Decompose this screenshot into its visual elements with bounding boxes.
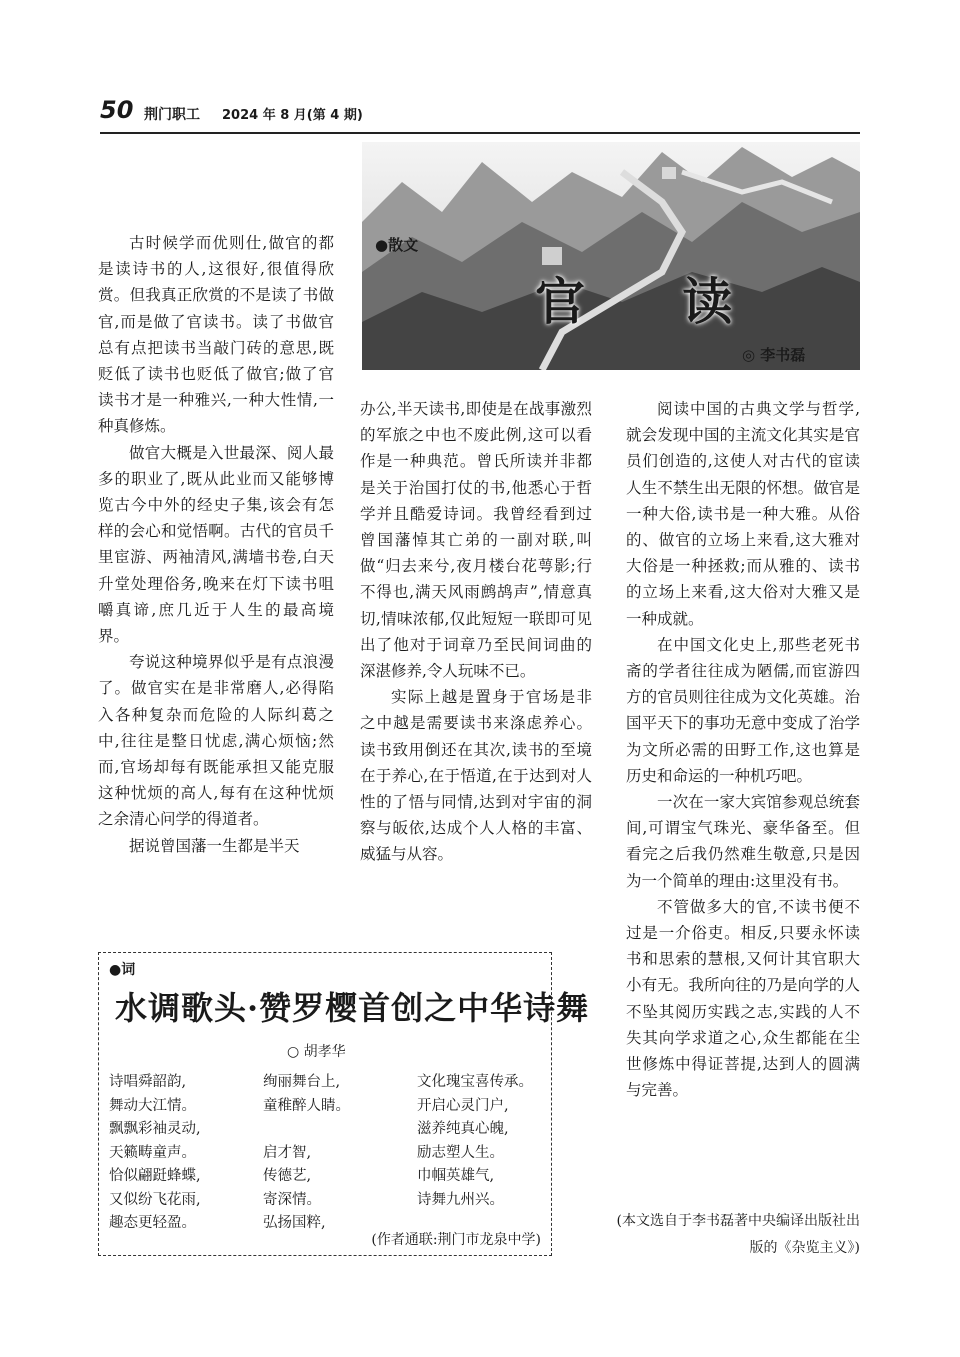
page-number: 50	[100, 96, 134, 124]
article-title: 官 读	[535, 272, 773, 331]
poem-box	[98, 952, 590, 1256]
paragraph: 做官大概是入世最深、阅人最多的职业了,既从此业而又能够博览古今中外的经史子集,该会有怎样的会心和觉悟啊。古代的官员千里宦游、两袖清风,满墙书卷,白天升堂处理俗务,晚来在灯下读书咀嚼真谛,庶几近于人生的最高境界。	[98, 443, 334, 646]
page-header	[100, 96, 860, 136]
paragraph: 办公,半天读书,即使是在战事激烈的军旅之中也不废此例,这可以看作是一种典范。曾氏所读并非都是关于治国打仗的书,他悉心于哲学并且酷爱诗词。我曾经看到过曾国藩悼其亡弟的一副对联,叫做“归去来兮,夜月楼台花萼影;行不得也,满天风雨鹧鸪声”,情意真切,情味浓郁,仅此短短一联即可见出了他对于词章乃至民间词曲的深湛修养,令人玩味不已。	[360, 400, 592, 681]
poem-author: ○ 胡孝华	[287, 1044, 346, 1060]
magazine-name: 荆门职工	[144, 107, 200, 123]
issue-info: 2024 年 8 月(第 4 期)	[222, 108, 363, 123]
poem-column-1: 诗唱舜韶韵, 舞动大江情。 飘飘彩袖灵动, 天籁畴童声。 恰似翩跹蜂蝶, 又似纷飞花雨, 趣态更轻盈。	[109, 1074, 201, 1231]
genre-tag: ●散文	[375, 236, 419, 254]
paragraph: 一次在一家大宾馆参观总统套间,可谓宝气珠光、豪华备至。但看完之后我仍然难生敬意,只是因为一个简单的理由:这里没有书。	[626, 793, 860, 890]
article-column-2	[360, 396, 592, 868]
paragraph: 古时候学而优则仕,做官的都是读诗书的人,这很好,很值得欣赏。但我真正欣赏的不是读了书做官,而是做了官读书。读了书做官总有点把读书当敲门砖的意思,既贬低了读书也贬低了做官;做了官读书才是一种雅兴,一种大性情,一种真修炼。	[98, 234, 334, 436]
poem-column-2: 绚丽舞台上, 童稚醉人睛。 启才智, 传德艺, 寄深情。 弘扬国粹,	[263, 1074, 350, 1231]
source-note: (本文选自于李书磊著中央编译出版社出版的《杂览主义》)	[616, 1213, 860, 1256]
paragraph: 夸说这种境界似乎是有点浪漫了。做官实在是非常磨人,必得陷入各种复杂而危险的人际纠葛之中,往往是整日忧虑,满心烦恼;然而,官场却每有既能承担又能克服这种忧烦的高人,每有在这种忧烦之余清心问学的得道者。	[98, 653, 334, 829]
paragraph: 不管做多大的官,不读书便不过是一介俗吏。相反,只要永怀读书和思索的慧根,又何计其官职大小有无。我所向往的乃是向学的人不坠其阅历实践之志,实践的人不失其向学求道之心,众生都能在尘世修炼中得证菩提,达到人的圆满与完善。	[626, 897, 860, 1100]
paragraph: 据说曾国藩一生都是半天	[129, 836, 300, 855]
poem-author-address: (作者通联:荆门市龙泉中学)	[371, 1232, 541, 1248]
poem-title: 水调歌头·赞罗樱首创之中华诗舞	[115, 989, 590, 1027]
paragraph: 实际上越是置身于官场是非之中越是需要读书来涤虑养心。读书致用倒还在其次,读书的至境在于养心,在于悟道,在于达到对人性的了悟与同情,达到对宇宙的洞察与皈依,达成个人人格的丰富、威猛与从容。	[360, 688, 592, 864]
poem-genre-tag: ●词	[109, 962, 136, 978]
header-rule	[100, 132, 860, 134]
article-column-1	[98, 230, 334, 859]
poem-column-3: 文化瑰宝喜传承。 开启心灵门户, 滋养纯真心魄, 励志塑人生。 巾帼英雄气, 诗舞九州兴。	[417, 1074, 533, 1208]
paragraph: 阅读中国的古典文学与哲学,就会发现中国的主流文化其实是官员们创造的,这使人对古代的宦读人生不禁生出无限的怀想。做官是一种大俗,读书是一种大雅。从俗的、做官的立场上来看,这大雅对大俗是一种拯救;而从雅的、读书的立场上来看,这大俗对大雅又是一种成就。	[626, 400, 860, 628]
paragraph: 在中国文化史上,那些老死书斋的学者往往成为陋儒,而宦游四方的官员则往往成为文化英雄。治国平天下的事功无意中变成了治学为文所必需的田野工作,这也算是历史和命运的一种机巧吧。	[626, 635, 860, 785]
great-wall-banner-image	[362, 142, 860, 370]
article-author: ◎ 李书磊	[742, 346, 806, 364]
article-column-3	[626, 396, 860, 1103]
